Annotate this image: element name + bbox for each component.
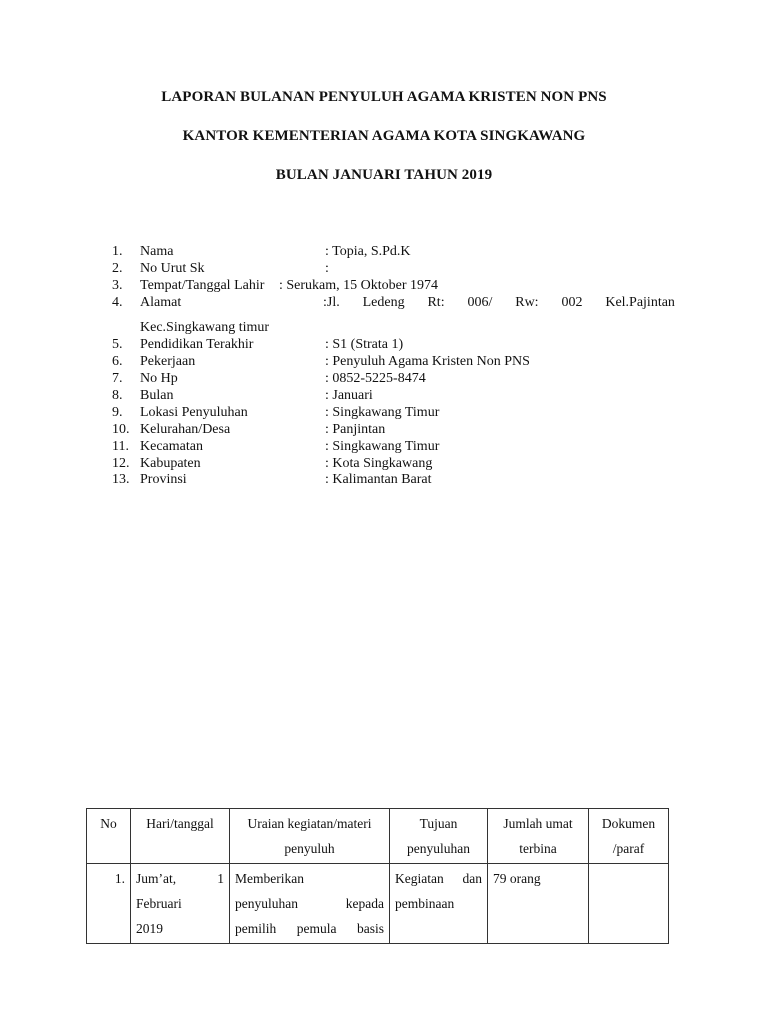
item-label: Kecamatan — [140, 439, 203, 454]
header-dokumen: Dokumen /paraf — [589, 809, 669, 864]
item-number: 12. — [112, 456, 130, 471]
item-label: Nama — [140, 244, 174, 259]
item-value: : Singkawang Timur — [325, 439, 440, 454]
item-label: Provinsi — [140, 472, 187, 487]
item-number: 3. — [112, 278, 123, 293]
header-hari: Hari/tanggal — [131, 809, 230, 864]
period-title: BULAN JANUARI TAHUN 2019 — [275, 167, 493, 183]
list-item — [0, 438, 768, 455]
list-item — [0, 404, 768, 421]
item-value: : Januari — [325, 388, 373, 403]
list-item-continuation — [0, 319, 768, 336]
item-value: : Singkawang Timur — [325, 405, 440, 420]
item-value: : 0852-5225-8474 — [325, 371, 426, 386]
item-label: No Hp — [140, 371, 178, 386]
table-header-row — [87, 809, 669, 864]
item-value: : Kota Singkawang — [325, 456, 433, 471]
list-item — [0, 353, 768, 370]
item-label: Lokasi Penyuluhan — [140, 405, 248, 420]
list-item — [0, 260, 768, 277]
item-label: Tempat/Tanggal Lahir — [140, 278, 265, 293]
item-value-continuation: Kec.Singkawang timur — [140, 320, 270, 335]
item-value: : Penyuluh Agama Kristen Non PNS — [325, 354, 530, 369]
item-label: Kelurahan/Desa — [140, 422, 231, 437]
item-number: 8. — [112, 388, 123, 403]
header-tujuan: Tujuan penyuluhan — [390, 809, 488, 864]
office-title: KANTOR KEMENTERIAN AGAMA KOTA SINGKAWANG — [182, 128, 586, 144]
item-number: 9. — [112, 405, 123, 420]
item-number: 7. — [112, 371, 123, 386]
header-no: No — [87, 809, 131, 864]
cell-uraian: Memberikan penyuluhan kepada pemilih pemula basis — [230, 864, 390, 944]
list-item — [0, 277, 768, 294]
item-label: Pendidikan Terakhir — [140, 337, 254, 352]
item-number: 13. — [112, 472, 130, 487]
item-number: 10. — [112, 422, 130, 437]
cell-no: 1. — [87, 864, 131, 944]
item-label: No Urut Sk — [140, 261, 205, 276]
item-value: : — [325, 261, 329, 276]
header-uraian: Uraian kegiatan/materi penyuluh — [230, 809, 390, 864]
item-value: : Serukam, 15 Oktober 1974 — [279, 278, 439, 293]
item-value: : Kalimantan Barat — [325, 472, 432, 487]
list-item — [0, 387, 768, 404]
item-value: : Panjintan — [325, 422, 386, 437]
identity-list — [0, 0, 768, 500]
item-number: 2. — [112, 261, 123, 276]
item-label: Alamat — [140, 295, 182, 310]
item-number: 5. — [112, 337, 123, 352]
item-label: Pekerjaan — [140, 354, 196, 369]
item-value: : Topia, S.Pd.K — [325, 244, 411, 259]
item-label: Bulan — [140, 388, 174, 403]
cell-dokumen — [589, 864, 669, 944]
activity-table — [86, 808, 669, 944]
item-value: : S1 (Strata 1) — [325, 337, 404, 352]
table-row — [87, 864, 669, 944]
item-number: 4. — [112, 295, 123, 310]
list-item — [0, 243, 768, 260]
item-label: Kabupaten — [140, 456, 201, 471]
list-item — [0, 421, 768, 438]
item-number: 1. — [112, 244, 123, 259]
cell-hari: Jum’at, 1 Februari 2019 — [131, 864, 230, 944]
item-value: :Jl. Ledeng Rt: 006/ Rw: 002 Kel.Pajintan — [323, 295, 675, 310]
item-number: 6. — [112, 354, 123, 369]
list-item — [0, 455, 768, 472]
list-item — [0, 294, 768, 311]
list-item — [0, 336, 768, 353]
item-number: 11. — [112, 439, 129, 454]
header-jumlah: Jumlah umat terbina — [488, 809, 589, 864]
report-title: LAPORAN BULANAN PENYULUH AGAMA KRISTEN NON PNS — [161, 89, 607, 105]
list-item — [0, 471, 768, 488]
cell-tujuan: Kegiatan dan pembinaan — [390, 864, 488, 944]
cell-jumlah: 79 orang — [488, 864, 589, 944]
list-item — [0, 370, 768, 387]
